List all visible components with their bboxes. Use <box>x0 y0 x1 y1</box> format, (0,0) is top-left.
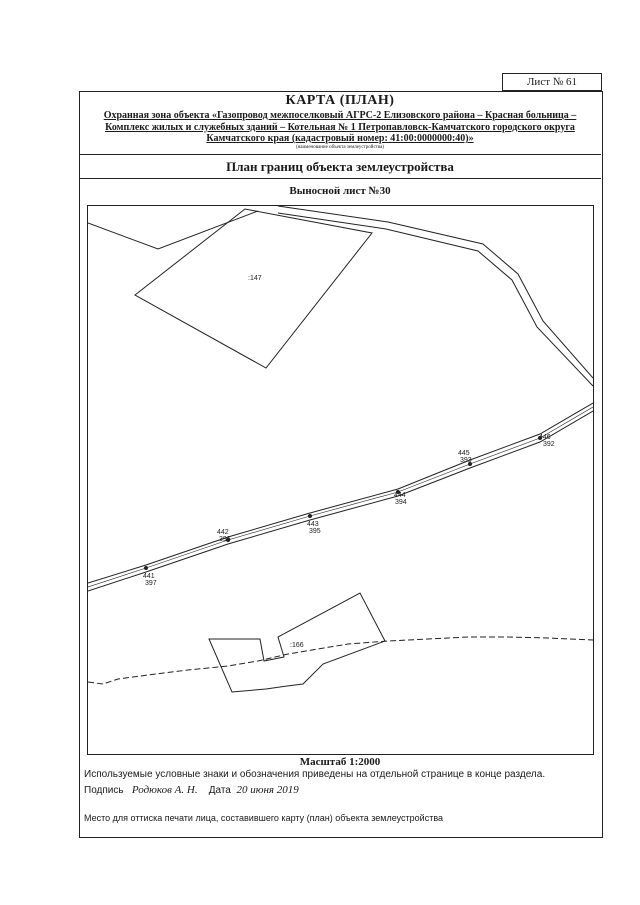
signature-date: 20 июня 2019 <box>236 784 299 796</box>
point-label: 441 <box>143 573 155 580</box>
point-label: 396 <box>219 536 231 543</box>
parcel-label-147: :147 <box>248 275 262 282</box>
map-drawing <box>88 206 593 754</box>
insert-sheet-title: Выносной лист №30 <box>289 185 391 197</box>
point-label: 443 <box>307 521 319 528</box>
point-label: 397 <box>145 580 157 587</box>
point-label: 442 <box>217 529 229 536</box>
object-description: Охранная зона объекта «Газопровод межпоселковый АГРС-2 Елизовского района – Красная больница – Комплекс жилых и служебных зданий – Котельная № 1 Петропавловск-Камчатского городского округа Камчатского края (кадастровый номер: 41:00:0000000:40)» <box>103 110 577 144</box>
pipeline-axis <box>88 407 593 587</box>
zone-line-upper <box>88 403 593 583</box>
signature-row <box>84 784 299 796</box>
parcel-label-166: :166 <box>290 642 304 649</box>
map-header <box>79 91 601 155</box>
point-label: 393 <box>460 457 472 464</box>
point-label: 395 <box>309 528 321 535</box>
point-label: 446 <box>539 434 551 441</box>
map-area <box>87 205 594 755</box>
signature-name: Родюков А. Н. <box>131 784 198 796</box>
date-label: Дата <box>208 785 231 796</box>
map-title: КАРТА (ПЛАН) <box>285 93 395 108</box>
signature-label: Подпись <box>84 785 124 796</box>
parcel-boundary-line <box>88 211 258 249</box>
legend-note: Используемые условные знаки и обозначения приведены на отдельной странице в конце раздела. <box>84 769 546 780</box>
point-label: 444 <box>394 492 406 499</box>
map-scale: Масштаб 1:2000 <box>299 756 381 768</box>
point-label: 392 <box>543 441 555 448</box>
plan-title: План границ объекта землеустройства <box>79 155 601 179</box>
parcel-147-polygon <box>135 209 372 368</box>
dashed-boundary <box>88 637 593 684</box>
zone-line-lower <box>88 411 593 591</box>
point-marker <box>144 566 148 570</box>
sheet-number: Лист № 61 <box>502 73 602 91</box>
object-caption: (наименование объекта землеустройства) <box>295 144 385 150</box>
point-label: 394 <box>395 499 407 506</box>
point-marker <box>308 514 312 518</box>
point-label: 445 <box>458 450 470 457</box>
stamp-place-note: Место для оттиска печати лица, составившего карту (план) объекта землеустройства <box>84 813 443 823</box>
turning-points <box>144 436 542 570</box>
road-line-lower <box>278 213 593 386</box>
